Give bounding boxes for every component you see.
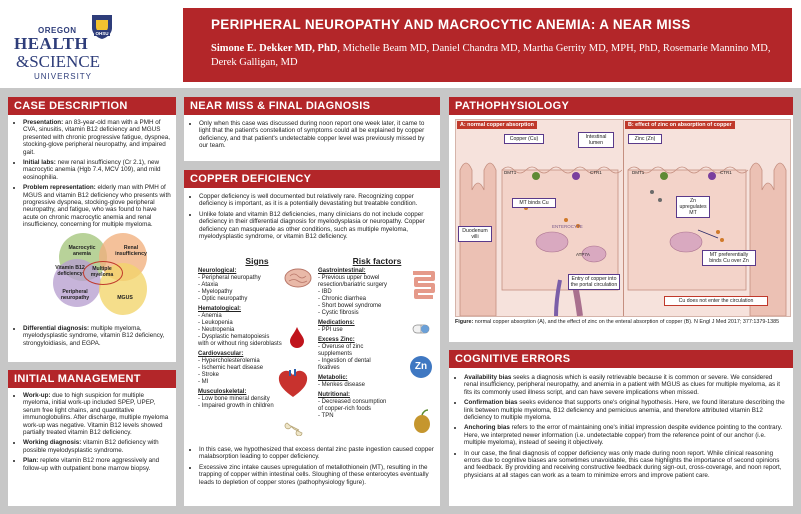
label-enterocyte: ENTEROCYTE	[552, 224, 583, 229]
item-text: new renal insufficiency (Cr 2.1), new macrocytic anemia (Hgb 7.4, MCV 109), and mild eosinophilia.	[23, 159, 161, 181]
item-text: seeks a diagnosis which is easily retrievable because it is common or severe. We considered renal insufficiency, peripheral neuropathy, and anemia in a patient with MGUS as clues for multiple myeloma, as it fits its commonly used illness script, and can have severe implications when missed.	[464, 374, 781, 396]
sign-group-heading: Musculoskeletal:	[198, 389, 247, 395]
label-copper-cu: Copper (Cu)	[504, 134, 544, 144]
venn-label-mgus: MGUS	[117, 294, 133, 301]
sign-item: - Anemia	[198, 313, 222, 319]
case-description-panel	[8, 97, 176, 362]
cognitive-list	[454, 374, 788, 479]
sign-item: - MI	[198, 379, 209, 385]
title-bar	[183, 8, 792, 82]
risk-item: - Short bowel syndrome	[318, 303, 382, 309]
sign-item: - Dysplastic hematopoiesis	[198, 334, 270, 340]
item-key: Confirmation bias	[464, 399, 518, 407]
poster-title: PERIPHERAL NEUROPATHY AND MACROCYTIC ANEMIA: A NEAR MISS	[211, 17, 691, 32]
risk-factors-title: Risk factors	[352, 256, 402, 266]
risk-item: - Menkes disease	[318, 382, 366, 388]
near-miss-body	[189, 120, 435, 153]
risk-group-heading: Gastrointestinal:	[318, 268, 366, 274]
list-item	[23, 439, 171, 454]
list-item	[464, 424, 788, 446]
copper-deficiency-title: COPPER DEFICIENCY	[190, 173, 312, 185]
mgmt-list	[13, 392, 171, 472]
risk-item: - Ingestion of dental	[318, 358, 371, 364]
caption-key: Figure:	[455, 319, 474, 325]
label-atp7a: ATP7A	[576, 252, 590, 257]
venn-label-anemia: Macrocytic anemia	[68, 244, 96, 257]
venn-label-myeloma: Multiple myeloma	[90, 265, 114, 278]
logo-badge: OHSU	[95, 31, 109, 36]
case-description-body	[13, 119, 171, 350]
logo-oregon: OREGON	[38, 26, 77, 35]
label-duodenum-villi: Duodenum villi	[458, 226, 492, 242]
food-icon	[412, 408, 432, 434]
pathophysiology-header	[449, 97, 793, 115]
risk-item: - Decreased consumption	[318, 399, 387, 405]
copper-intro	[189, 193, 435, 243]
label-mt-preferentially-binds: MT preferentially binds Cu over Zn	[702, 250, 756, 266]
list-item: • Excessive zinc intake causes upregulation of metallothionein (MT), resulting in the trapping of copper within intestinal cells. Sloughing of these enterocytes eventually leads to depletion of copper stores (pathophysiology figure).	[199, 464, 435, 486]
near-miss-title: NEAR MISS & FINAL DIAGNOSIS	[190, 100, 371, 112]
sign-item: - Optic neuropathy	[198, 296, 248, 302]
pathophysiology-title: PATHOPHYSIOLOGY	[455, 100, 570, 112]
label-mt-binds-cu: MT binds Cu	[512, 198, 556, 208]
risk-group-heading: Nutritional:	[318, 392, 350, 398]
label-cu-not-enter: Cu does not enter the circulation	[664, 296, 768, 306]
label-dmt1-b: DMT1	[632, 170, 645, 175]
item-text: replete vitamin B12 more aggressively and follow-up with outpatient bone marrow biopsy.	[23, 457, 160, 472]
item-text: vitamin B12 deficiency with possible myelodysplastic syndrome.	[23, 439, 159, 454]
risk-group-heading: Excess Zinc:	[318, 337, 355, 343]
list-item	[464, 374, 788, 396]
label-dmt1-a: DMT1	[504, 170, 517, 175]
list-item	[464, 450, 788, 480]
panel-a-label: A: normal copper absorption	[457, 121, 537, 129]
near-miss-header	[184, 97, 440, 115]
pathophysiology-panel	[449, 97, 793, 342]
sign-group-heading: Hematological:	[198, 306, 242, 312]
item-key: Problem representation:	[23, 184, 96, 192]
item-text: seeks evidence that supports one's original hypothesis. Here, we found literature describing the link between multiple myeloma, B12 deficiency and pernicious anemia, and therefore attributed vitamin B12 deficiency to multiple myeloma.	[464, 399, 785, 422]
ohsu-logo	[8, 6, 176, 84]
risk-item: - TPN	[318, 413, 334, 419]
venn-label-neuropathy: Peripheral neuropathy	[60, 288, 90, 301]
case-list	[13, 119, 171, 229]
list-item	[23, 325, 171, 347]
item-text: refers to the error of maintaining one's initial impression despite evidence pointing to the contrary. Here, we interpreted newer information (i.e. undetectable copper) from the reference point of our anchor (i.e. multiple myeloma), instead of seeing it objectively.	[464, 424, 783, 447]
case-description-header	[8, 97, 176, 115]
risk-item: - Overuse of zinc	[318, 344, 364, 350]
figure-panel-a	[456, 120, 622, 316]
sign-group-heading: Cardiovascular:	[198, 351, 244, 357]
item-text: elderly man with PMH of MGUS and vitamin B12 deficiency who presents with progressive dyspnea, stocking-glove peripheral neuropathy, and fatigue, who was found to have acute on chronic macrocytic anemia and renal insufficiency, concerning for multiple myeloma.	[23, 184, 171, 229]
figure-caption	[455, 319, 791, 326]
sign-group-heading: Neurological:	[198, 268, 237, 274]
item-key: Initial labs:	[23, 159, 56, 167]
item-key: Differential diagnosis:	[23, 324, 90, 332]
copper-summary-list	[189, 446, 435, 486]
item-key: Working diagnosis:	[23, 439, 82, 447]
initial-management-body	[13, 392, 171, 475]
risk-item: - Previous upper bowel	[318, 275, 380, 281]
risk-item: - PPI use	[318, 327, 343, 333]
sign-item: - Ataxia	[198, 282, 219, 288]
cognitive-errors-header	[449, 350, 793, 368]
cognitive-errors-panel	[449, 350, 793, 506]
heart-icon	[276, 366, 310, 400]
item-key: Anchoring bias	[464, 424, 510, 432]
caption-text: normal copper absorption (A), and the effect of zinc on the enteral absorption of copper (B). N Engl J Med 2017; 377:1379-1385	[473, 319, 780, 325]
authors	[211, 42, 771, 70]
other-authors: , Michelle Beam MD, Daniel Chandra MD, Martha Gerrity MD, MPH, PhD, Rosemarie Mannino MD, Derek Galligan, MD	[211, 43, 771, 68]
risk-item: - Chronic diarrhea	[318, 296, 367, 302]
label-zn-upregulates-mt: Zn upregulates MT	[676, 196, 710, 218]
bone-icon	[282, 420, 308, 436]
sign-item: - Peripheral neuropathy	[198, 275, 261, 281]
sign-item: - Leukopenia	[198, 320, 233, 326]
copper-deficiency-panel	[184, 170, 440, 506]
list-item	[23, 159, 171, 181]
list-item	[464, 399, 788, 421]
villi-illustration-b	[624, 130, 790, 316]
sign-item: with or without ring sideroblasts	[198, 341, 282, 347]
list-item	[23, 119, 171, 156]
pill-icon	[412, 322, 430, 336]
item-text: In our case, the final diagnosis of copper deficiency was only made during noon report. While clinical reasoning errors due to cognitive biases are sometimes unavoidable, this case highlights the importance of second opinions and feedback. By providing and receiving constructive feedback during sign-out, cross-coverage, and noon report, physicians at all stages can work as a team to minimize errors and improve patient care.	[464, 449, 782, 479]
ohsu-shield-icon	[90, 14, 114, 40]
initial-management-panel	[8, 370, 176, 506]
intestine-icon	[410, 270, 436, 300]
item-key: Availability bias	[464, 374, 512, 381]
case-description-title: CASE DESCRIPTION	[14, 100, 128, 112]
sign-item: - Ischemic heart disease	[198, 365, 264, 371]
label-intestinal-lumen: Intestinal lumen	[578, 132, 614, 148]
list-item	[23, 392, 171, 436]
poster-header	[0, 0, 801, 88]
copper-list	[189, 193, 435, 240]
item-text: due to high suspicion for multiple myeloma, initial work-up included SPEP, UPEP, serum free light chains, and quantitative immunoglobulins. After discharge, multiple myeloma work-up was negative. Vitamin B12 levels showed partially treated vitamin B12 deficiency.	[23, 392, 169, 437]
list-item	[23, 457, 171, 472]
sign-item: - Neutropenia	[198, 327, 235, 333]
item-key: Work-up:	[23, 392, 51, 399]
list-item: • Copper deficiency is well documented but relatively rare. Recognizing copper deficiency is important, as it is a potentially devastating but treatable condition.	[199, 193, 435, 208]
venn-diagram	[53, 233, 153, 321]
near-miss-panel	[184, 97, 440, 161]
pathophysiology-figure	[455, 119, 791, 317]
sign-item: - Low bone mineral density	[198, 396, 270, 402]
initial-management-title: INITIAL MANAGEMENT	[14, 373, 141, 385]
near-miss-list	[189, 120, 435, 150]
risk-group-heading: Metabolic:	[318, 375, 348, 381]
label-ctr1-b: CTR1	[720, 170, 732, 175]
cognitive-errors-body	[454, 374, 788, 482]
item-key: Plan:	[23, 457, 39, 465]
item-text: an 83-year-old man with a PMH of CVA, sinusitis, vitamin B12 deficiency and MGUS presented with chronic progressive fatigue, dyspnea, stocking-glove peripheral neuropathy, and impaired gait.	[23, 119, 171, 156]
risk-item: resection/bariatric surgery	[318, 282, 388, 288]
zinc-icon: Zn	[410, 356, 432, 378]
sign-item: - Myelopathy	[198, 289, 233, 295]
sign-item: - Impaired growth in children	[198, 403, 274, 409]
label-ctr1-a: CTR1	[590, 170, 602, 175]
signs-title: Signs	[245, 256, 269, 266]
list-item: • In this case, we hypothesized that excess dental zinc paste ingestion caused copper malabsorption leading to copper deficiency.	[199, 446, 435, 461]
list-item: • Only when this case was discussed during noon report one week later, it came to light that the patient's constellation of symptoms could all be explained by copper deficiency, and that patient's undetectable copper level was previously missed by our team.	[199, 120, 435, 150]
logo-science: &SCIENCE	[16, 52, 101, 71]
venn-label-b12: Vitamin B12 deficiency	[55, 264, 85, 277]
list-item: • Unlike folate and vitamin B12 deficiencies, many clinicians do not include copper deficiency in their differential diagnosis for myelodysplasia or neuropathy. Copper deficiency can masquerade as other conditions, such as multiple myeloma, myelodysplastic syndrome, or vitamin B12 deficiency.	[199, 211, 435, 241]
figure-panel-b	[623, 120, 790, 316]
venn-label-renal: Renal insufficiency	[115, 244, 147, 257]
blood-drop-icon	[288, 326, 306, 348]
risk-item: fixatives	[318, 365, 340, 371]
first-author: Simone E. Dekker MD, PhD	[211, 43, 338, 54]
item-text: multiple myeloma, myelodysplastic syndrome, vitamin B12 deficiency, strongyloidiasis, and EGPA.	[23, 324, 165, 347]
sign-item: - Hypercholesterolemia	[198, 358, 260, 364]
sign-item: - Stroke	[198, 372, 220, 378]
initial-management-header	[8, 370, 176, 388]
copper-summary	[189, 446, 435, 489]
risk-item: of copper-rich foods	[318, 406, 372, 412]
risk-group-heading: Medications:	[318, 320, 355, 326]
logo-university: UNIVERSITY	[34, 72, 93, 81]
risk-item: - IBD	[318, 289, 332, 295]
label-zinc-zn: Zinc (Zn)	[628, 134, 662, 144]
risk-item: supplements	[318, 351, 353, 357]
item-key: Presentation:	[23, 119, 64, 126]
cognitive-errors-title: COGNITIVE ERRORS	[455, 353, 571, 365]
panel-b-label: B: effect of zinc on absorption of copper	[625, 121, 735, 129]
label-entry-portal: Entry of copper into the portal circulation	[568, 274, 620, 290]
logo-health: HEALTH	[14, 34, 89, 53]
list-item	[23, 184, 171, 228]
diff-list	[13, 325, 171, 347]
risk-item: - Cystic fibrosis	[318, 310, 359, 316]
brain-icon	[284, 268, 312, 290]
copper-deficiency-header	[184, 170, 440, 188]
